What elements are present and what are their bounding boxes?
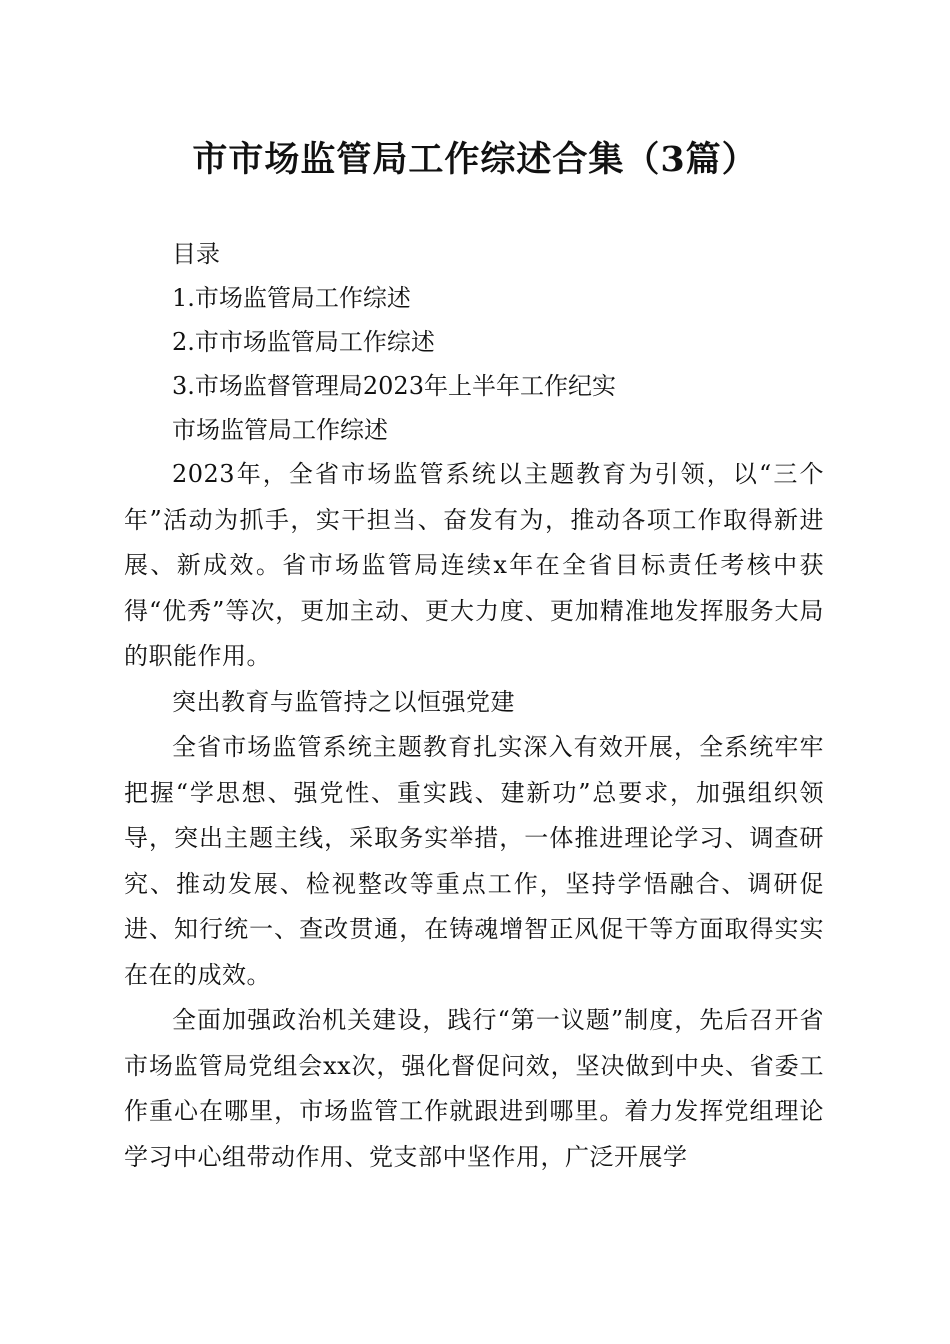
body-paragraph: 全省市场监管系统主题教育扎实深入有效开展，全系统牢牢把握“学思想、强党性、重实践、建新功”总要求，加强组织领导，突出主题主线，采取务实举措，一体推进理论学习、调查研究、推动发展、检视整改等重点工作，坚持学悟融合、调研促进、知行统一、查改贯通，在铸魂增智正风促干等方面取得实实在在的成效。 — [124, 733, 824, 989]
toc-item: 3.市场监督管理局2023年上半年工作纪实 — [172, 372, 616, 400]
section-title: 市场监管局工作综述 — [172, 416, 388, 444]
subsection-heading: 突出教育与监管持之以恒强党建 — [172, 687, 515, 716]
table-of-contents — [172, 232, 832, 452]
toc-item: 2.市市场监管局工作综述 — [172, 328, 435, 356]
document-title: 市市场监管局工作综述合集（3篇） — [192, 139, 758, 180]
body-paragraph: 2023年，全省市场监管系统以主题教育为引领，以“三个年”活动为抓手，实干担当、奋发有为，推动各项工作取得新进展、新成效。省市场监管局连续x年在全省目标责任考核中获得“优秀”等次，更加主动、更大力度、更加精准地发挥服务大局的职能作用。 — [124, 460, 824, 670]
document-body — [124, 452, 824, 1180]
toc-item: 1.市场监管局工作综述 — [172, 284, 411, 312]
body-paragraph: 全面加强政治机关建设，践行“第一议题”制度，先后召开省市场监管局党组会xx次，强化督促问效，坚决做到中央、省委工作重心在哪里，市场监管工作就跟进到哪里。着力发挥党组理论学习中心组带动作用、党支部中坚作用，广泛开展学 — [124, 1006, 824, 1171]
toc-heading: 目录 — [172, 240, 220, 268]
